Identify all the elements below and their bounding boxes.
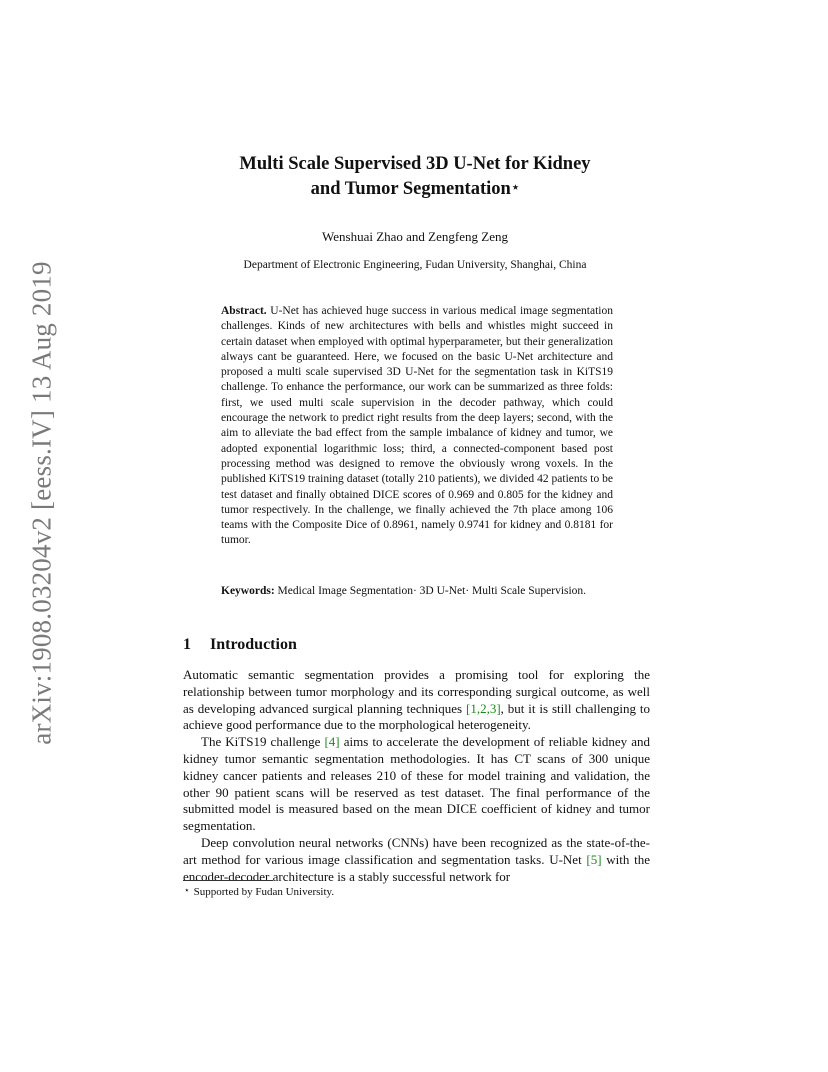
citation-link-4[interactable]: [4] bbox=[324, 734, 340, 750]
paragraph-3 bbox=[183, 835, 650, 885]
authors: Wenshuai Zhao and Zengfeng Zeng bbox=[322, 229, 508, 244]
arxiv-identifier-sidebar bbox=[22, 261, 62, 745]
abstract-block bbox=[221, 304, 613, 549]
keywords-text: Medical Image Segmentation· 3D U-Net· Multi Scale Supervision. bbox=[277, 585, 587, 597]
footnote-mark: ⋆ bbox=[184, 885, 190, 895]
section-number: 1 bbox=[183, 636, 191, 653]
section-title: Introduction bbox=[210, 636, 297, 653]
abstract-label: Abstract. bbox=[221, 305, 267, 317]
section-heading-introduction bbox=[183, 636, 297, 654]
paragraph-2 bbox=[183, 734, 650, 835]
paper-title bbox=[150, 152, 680, 202]
title-line-1: Multi Scale Supervised 3D U-Net for Kidney bbox=[239, 154, 591, 174]
title-line-2-text: and Tumor Segmentation bbox=[310, 179, 511, 199]
affiliation: Department of Electronic Engineering, Fudan University, Shanghai, China bbox=[243, 259, 587, 271]
footnote-divider bbox=[183, 880, 273, 881]
paragraph-2-text-b: aims to accelerate the development of reliable kidney and kidney tumor semantic segmentation methodologies. It has CT scans of 300 unique kidney cancer patients and releases 210 of these for model training and validation, the other 90 patient scans will be reserved as test dataset. The final performance of the submitted model is measured based on the mean DICE coefficient of kidney and tumor segmentation. bbox=[183, 734, 651, 834]
keywords-label: Keywords: bbox=[221, 585, 275, 597]
paragraph-2-text-a: The KiTS19 challenge bbox=[201, 734, 325, 750]
introduction-body bbox=[183, 667, 650, 885]
title-line-2 bbox=[150, 177, 680, 202]
paragraph-3-text-b: with the encoder-decoder architecture is a stably successful network for bbox=[183, 851, 650, 884]
citation-link-1-2-3[interactable]: [1,2,3] bbox=[465, 700, 501, 716]
paragraph-1 bbox=[183, 667, 650, 734]
paragraph-1-text-b: , but it is still challenging to achieve good performance due to the morphological heterogeneity. bbox=[183, 700, 650, 733]
footnote bbox=[183, 886, 334, 898]
paragraph-3-text-a: Deep convolution neural networks (CNNs) have been recognized as the state-of-the-art method for various image classification and segmentation tasks. U-Net bbox=[183, 834, 650, 867]
citation-link-5[interactable]: [5] bbox=[586, 851, 602, 867]
arxiv-id-text: arXiv:1908.03204v2 [eess.IV] 13 Aug 2019 bbox=[26, 261, 57, 745]
title-footnote-mark: ⋆ bbox=[511, 180, 520, 194]
abstract-text: U-Net has achieved huge success in various medical image segmentation challenges. Kinds of new architectures with bells and whistles might succeed in certain dataset when employed with optimal hyperparameter, but their generalization always cant be guaranteed. Here, we focused on the basic U-Net architecture and proposed a multi scale supervised 3D U-Net for the segmentation task in KiTS19 challenge. To enhance the performance, our work can be summarized as three folds: first, we used multi scale supervision in the decoder pathway, which could encourage the network to predict right results from the deep layers; second, with the aim to alleviate the bad effect from the sample imbalance of kidney and tumor, we adopted exponential logarithmic loss; third, a connected-component based post processing method was designed to remove the obviously wrong voxels. In the published KiTS19 training dataset (totally 210 patients), we divided 42 patients to be test dataset and finally obtained DICE scores of 0.969 and 0.805 for the kidney and tumor respectively. In the challenge, we finally achieved the 7th place among 106 teams with the Composite Dice of 0.8961, namely 0.9741 for kidney and 0.8181 for tumor. bbox=[221, 305, 613, 547]
footnote-text: Supported by Fudan University. bbox=[193, 886, 335, 898]
keywords-block bbox=[221, 584, 613, 599]
paragraph-1-text-a: Automatic semantic segmentation provides a promising tool for exploring the relationship between tumor morphology and its corresponding surgical outcome, as well as developing advanced surgical planning techniques bbox=[183, 667, 650, 716]
